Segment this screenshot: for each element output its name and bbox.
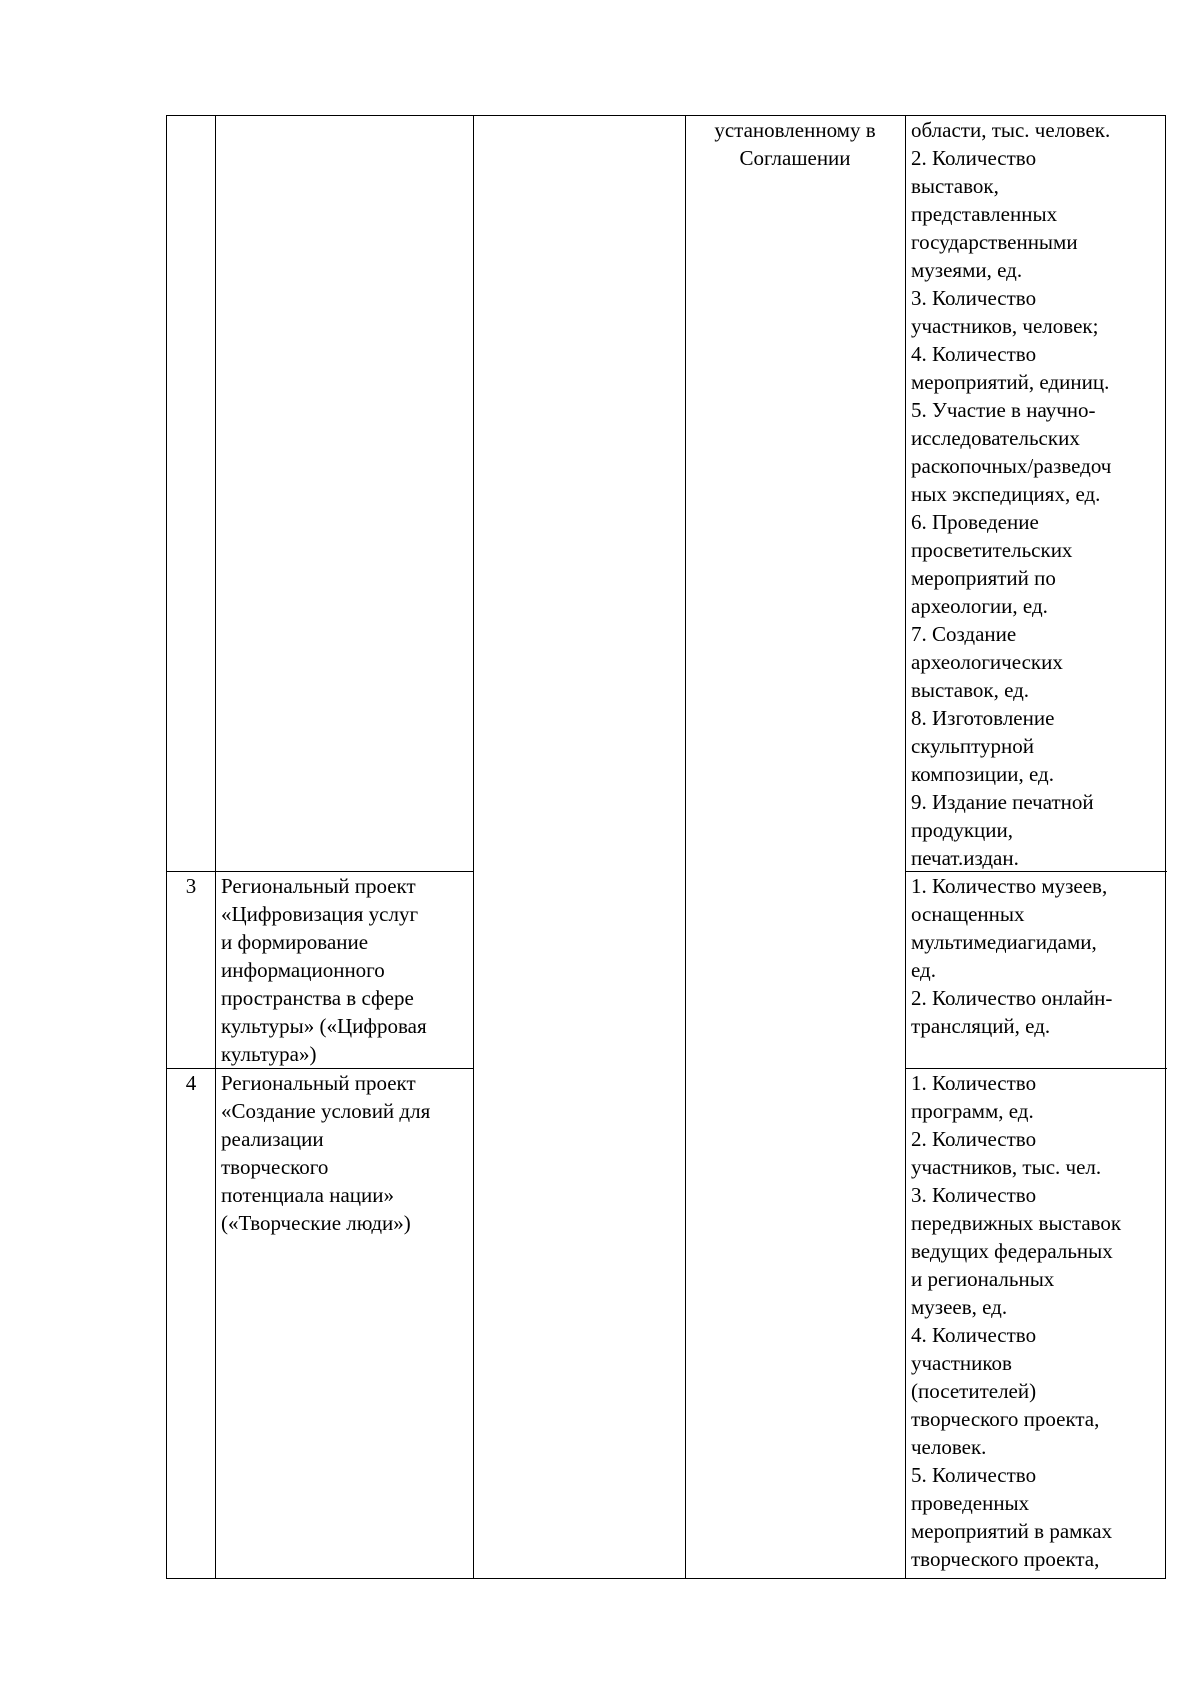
condition-cell: установленному в Соглашении <box>714 118 876 170</box>
project-name: Региональный проект «Создание условий для реализации творческого потенциала нации» («Творческие люди») <box>221 1071 431 1235</box>
indicators-cell: 1. Количество программ, ед. 2. Количество участников, тыс. чел. 3. Количество передвижных выставок ведущих федеральных и региональных музеев, ед. 4. Количество участников (посетителей) творческого проекта, человек. 5. Количество проведенных мероприятий в рамках творческого проекта, <box>911 1071 1122 1571</box>
row-number: 3 <box>185 874 197 898</box>
projects-table <box>166 115 1166 1579</box>
project-name: Региональный проект «Цифровизация услуг и формирование информационного пространства в сфере культуры» («Цифровая культура») <box>221 874 427 1066</box>
column-divider <box>905 116 906 1578</box>
indicators-cell: области, тыс. человек. 2. Количество выставок, представленных государственными музеями, ед. 3. Количество участников, человек; 4. Количество мероприятий, единиц. 5. Участие в научно- исследовательских раскопочных/разведоч ных экспедициях, ед. 6. Проведение просветительских мероприятий по археологии, ед. 7. Создание археологических выставок, ед. 8. Изготовление скульптурной композиции, ед. 9. Издание печатной продукции, печат.издан. <box>911 118 1112 870</box>
indicators-cell: 1. Количество музеев, оснащенных мультимедиагидами, ед. 2. Количество онлайн- трансляций, ед. <box>911 874 1113 1038</box>
column-divider <box>215 116 216 1578</box>
row-number: 4 <box>185 1071 197 1095</box>
column-divider <box>685 116 686 1578</box>
column-divider <box>473 116 474 1578</box>
